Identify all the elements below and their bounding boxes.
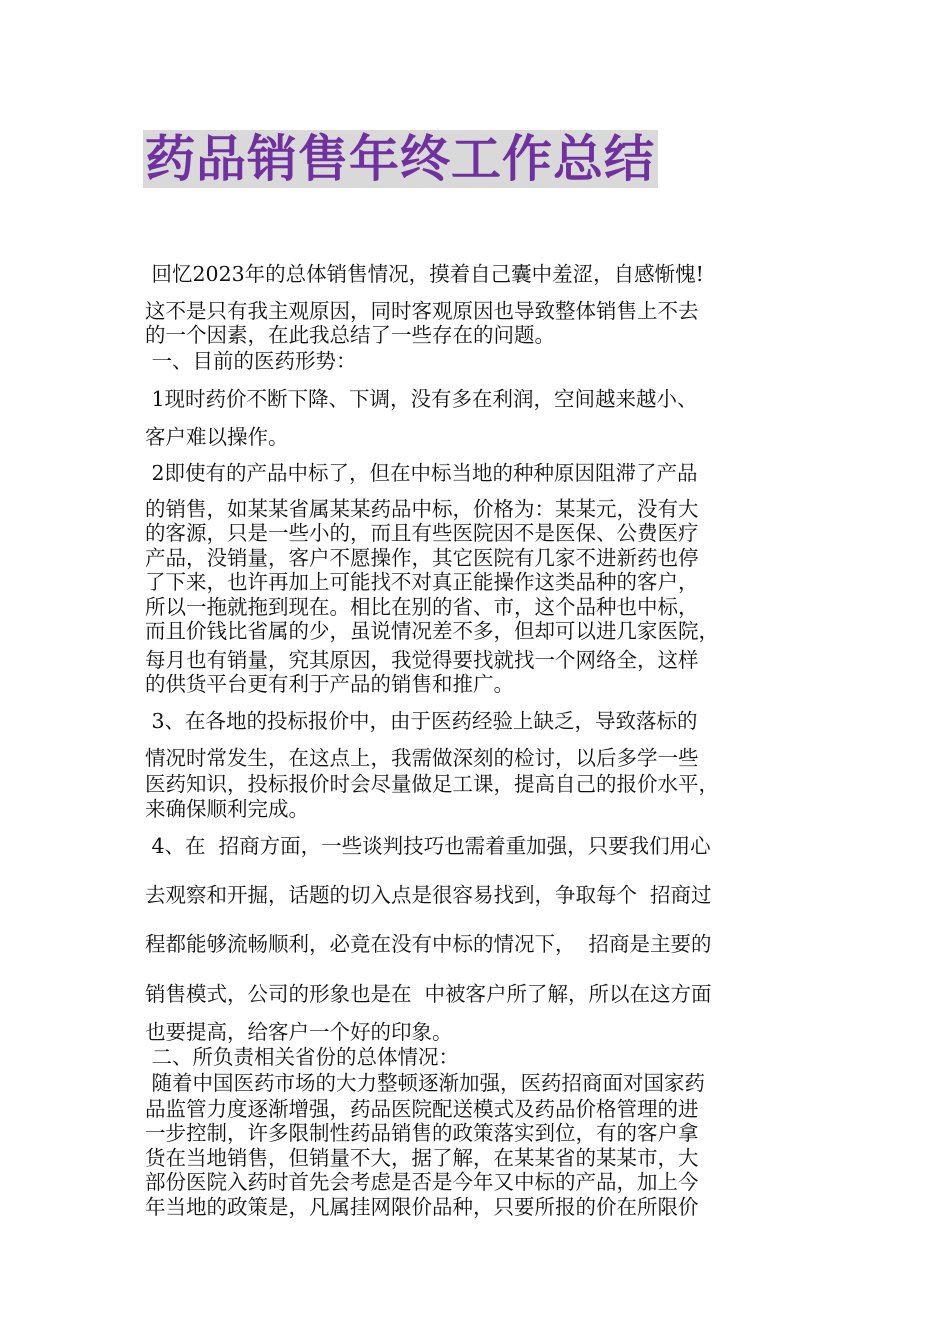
paragraph-line: 了下来，也许再加上可能找不对真正能操作这类品种的客户， xyxy=(145,570,699,594)
paragraph-line: 去观察和开掘，话题的切入点是很容易找到，争取每个 招商过 xyxy=(145,883,712,907)
paragraph-line: 4、在 招商方面，一些谈判技巧也需着重加强，只要我们用心 xyxy=(145,834,711,858)
paragraph-line: 年当地的政策是，凡属挂网限价品种，只要所报的价在所限价 xyxy=(145,1195,699,1219)
paragraph-line: 随着中国医药市场的大力整顿逐渐加强，医药招商面对国家药 xyxy=(145,1071,706,1095)
paragraph-line: 每月也有销量，究其原因，我觉得要找就找一个网络全，这样 xyxy=(145,648,699,672)
paragraph-line: 品监管力度逐渐增强，药品医院配送模式及药品价格管理的进 xyxy=(145,1097,699,1121)
paragraph-line: 货在当地销售，但销量不大，据了解，在某某省的某某市，大 xyxy=(145,1146,699,1170)
paragraph-line: 的供货平台更有利于产品的销售和推广。 xyxy=(145,672,514,696)
paragraph-line: 这不是只有我主观原因，同时客观原因也导致整体销售上不去 xyxy=(145,299,699,323)
paragraph-line: 部份医院入药时首先会考虑是否是今年又中标的产品，加上今 xyxy=(145,1170,699,1194)
paragraph-line: 的销售，如某某省属某某药品中标，价格为：某某元，没有大 xyxy=(145,497,699,521)
section-heading: 二、所负责相关省份的总体情况： xyxy=(145,1045,460,1069)
paragraph-line: 3、在各地的投标报价中，由于医药经验上缺乏，导致落标的 xyxy=(145,709,698,733)
paragraph-line: 的一个因素，在此我总结了一些存在的问题。 xyxy=(145,323,555,347)
paragraph-line: 程都能够流畅顺利，必竟在没有中标的情况下， 招商是主要的 xyxy=(145,932,712,956)
paragraph-line: 医药知识，投标报价时会尽量做足工课，提高自己的报价水平， xyxy=(145,772,719,796)
paragraph-line: 回忆2023年的总体销售情况，摸着自己囊中羞涩，自感惭愧! xyxy=(145,262,704,286)
paragraph-line: 的客源，只是一些小的，而且有些医院因不是医保、公费医疗 xyxy=(145,521,699,545)
paragraph-line: 销售模式，公司的形象也是在 中被客户所了解，所以在这方面 xyxy=(145,982,712,1006)
paragraph-line: 情况时常发生，在这点上，我需做深刻的检讨，以后多学一些 xyxy=(145,746,699,770)
paragraph-line: 产品，没销量，客户不愿操作，其它医院有几家不进新药也停 xyxy=(145,546,699,570)
paragraph-line: 来确保顺利完成。 xyxy=(145,797,309,821)
paragraph-line: 1现时药价不断下降、下调，没有多在利润，空间越来越小、 xyxy=(145,387,698,411)
paragraph-line: 客户难以操作。 xyxy=(145,425,289,449)
paragraph-line: 所以一拖就拖到现在。相比在别的省、市，这个品种也中标， xyxy=(145,595,699,619)
section-heading: 一、目前的医药形势： xyxy=(145,349,357,373)
paragraph-line: 一步控制，许多限制性药品销售的政策落实到位，有的客户拿 xyxy=(145,1121,699,1145)
document-title: 药品销售年终工作总结 xyxy=(143,130,658,188)
paragraph-line: 而且价钱比省属的少，虽说情况差不多，但却可以进几家医院， xyxy=(145,619,719,643)
paragraph-line: 2即使有的产品中标了，但在中标当地的种种原因阻滞了产品 xyxy=(145,461,698,485)
paragraph-line: 也要提高，给客户一个好的印象。 xyxy=(145,1020,453,1044)
